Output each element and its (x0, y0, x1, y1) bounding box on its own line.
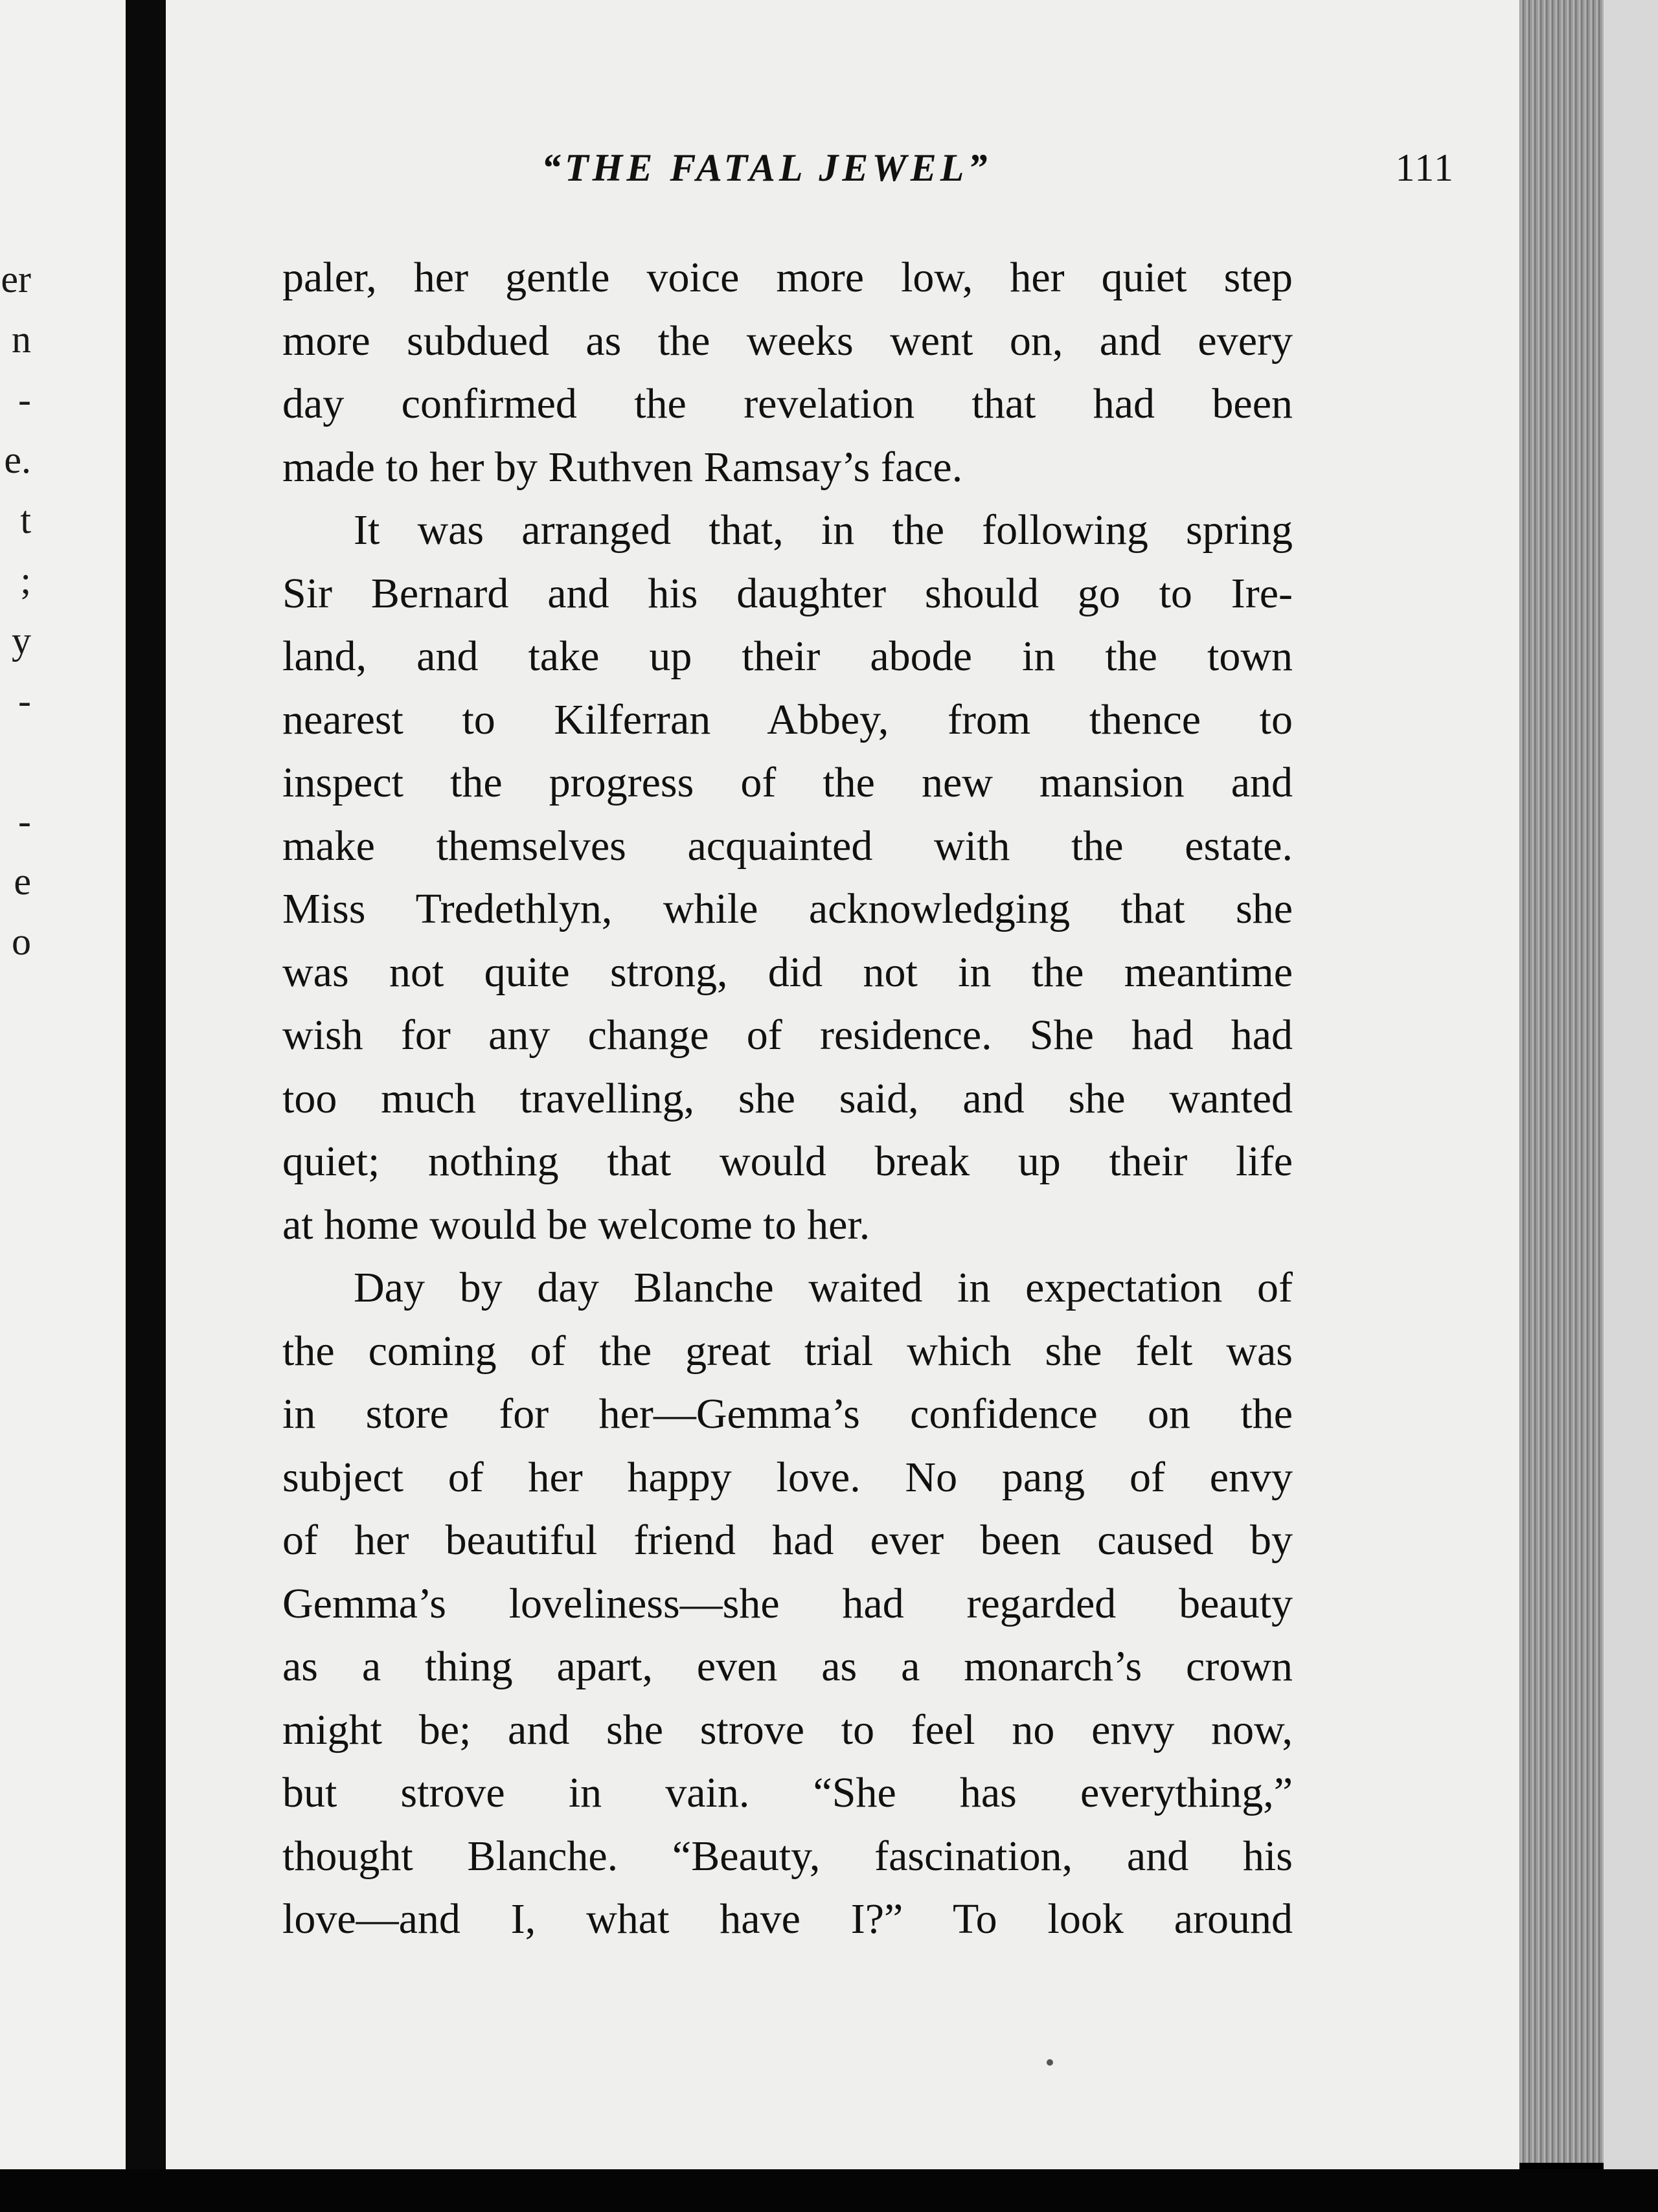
text-line: inspect the progress of the new mansion and (282, 759, 1293, 806)
text-line: It was arranged that, in the following spring (354, 506, 1293, 554)
book-gutter (126, 0, 166, 2212)
text-line: more subdued as the weeks went on, and every (282, 317, 1293, 365)
text-line: Sir Bernard and his daughter should go to Ire- (282, 569, 1293, 617)
page-stack-edge-light (1604, 0, 1658, 2212)
text-line: Gemma’s loveliness—she had regarded beauty (282, 1579, 1293, 1627)
book-page (166, 0, 1519, 2169)
text-line: Miss Tredethlyn, while acknowledging that she (282, 885, 1293, 932)
left-fragment (0, 1032, 31, 1092)
text-line: wish for any change of residence. She had had (282, 1011, 1293, 1059)
text-line: day confirmed the revelation that had been (282, 380, 1293, 427)
body-text (282, 246, 1293, 1951)
left-page-line-ends (0, 249, 39, 1092)
text-line: as a thing apart, even as a monarch’s crown (282, 1643, 1293, 1690)
text-line: quiet; nothing that would break up their life (282, 1138, 1293, 1185)
text-line: Day by day Blanche waited in expectation of (354, 1264, 1293, 1311)
left-fragment: ; (20, 559, 31, 602)
running-title: “THE FATAL JEWEL” (541, 146, 992, 189)
text-line: in store for her—Gemma’s confidence on the (282, 1390, 1293, 1438)
left-fragment: e. (4, 438, 31, 481)
text-line: at home would be welcome to her. (282, 1201, 870, 1248)
text-line: of her beautiful friend had ever been caused by (282, 1517, 1293, 1564)
text-line: made to her by Ruthven Ramsay’s face. (282, 443, 963, 491)
running-head (541, 146, 1455, 198)
text-line: nearest to Kilferran Abbey, from thence to (282, 695, 1293, 743)
left-fragment: - (18, 800, 31, 842)
text-line: love—and I, what have I?” To look around (282, 1895, 1293, 1943)
left-fragment: y (12, 619, 31, 662)
text-line: too much travelling, she said, and she wanted (282, 1074, 1293, 1122)
text-line: land, and take up their abode in the town (282, 633, 1293, 680)
left-fragment (0, 972, 31, 1032)
left-fragment: o (12, 920, 31, 963)
left-fragment (0, 731, 31, 791)
text-line: the coming of the great trial which she felt was (282, 1327, 1293, 1375)
text-line: but strove in vain. “She has everything,” (282, 1769, 1293, 1816)
text-line: subject of her happy love. No pang of envy (282, 1453, 1293, 1501)
left-fragment: - (18, 378, 31, 421)
left-fragment: e (14, 860, 31, 903)
scan-border (0, 2169, 1658, 2212)
paper-speck (1047, 2059, 1053, 2066)
left-fragment: er (1, 258, 31, 300)
text-line: paler, her gentle voice more low, her quiet step (282, 254, 1293, 301)
page-stack-edge (1519, 0, 1604, 2163)
text-line: might be; and she strove to feel no envy now, (282, 1706, 1293, 1754)
page-number: 111 (1395, 146, 1455, 189)
text-line: was not quite strong, did not in the meantime (282, 948, 1293, 996)
left-fragment: n (12, 318, 31, 361)
text-line: thought Blanche. “Beauty, fascination, and his (282, 1832, 1293, 1880)
left-fragment: t (20, 499, 31, 541)
left-page (0, 0, 126, 2169)
left-fragment: - (18, 679, 31, 722)
text-line: make themselves acquainted with the estate. (282, 822, 1293, 870)
